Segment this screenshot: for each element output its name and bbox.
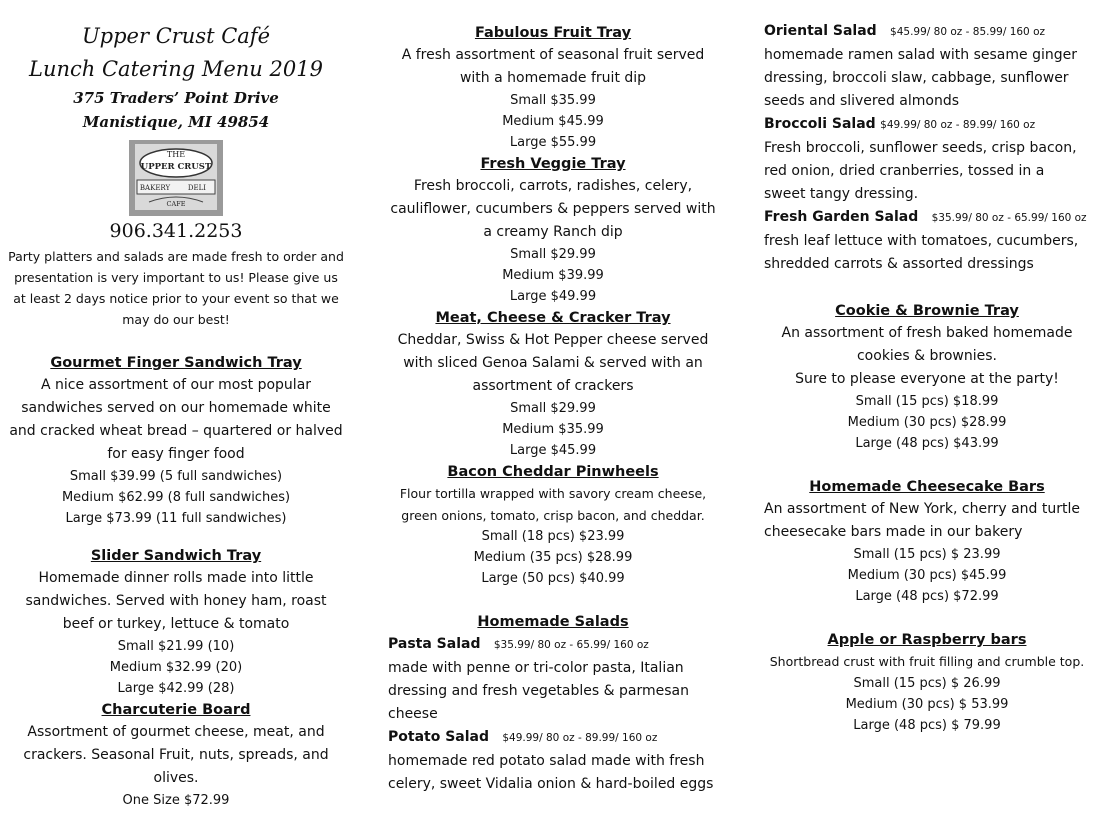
- price-line: Medium (30 pcs) $45.99: [847, 568, 1007, 583]
- price-line: Small (15 pcs) $18.99: [855, 394, 999, 409]
- salad-price: $35.99/ 80 oz - 65.99/ 160 oz: [493, 639, 649, 651]
- section-description: Assortment of gourmet cheese, meat, and crackers. Seasonal Fruit, nuts, spreads, and olives.: [23, 724, 329, 786]
- section-description-extra: Sure to please everyone at the party!: [795, 371, 1059, 387]
- price-line: Medium (35 pcs) $28.99: [473, 550, 633, 565]
- section-heading: Gourmet Finger Sandwich Tray: [50, 355, 302, 371]
- price-line: Small (15 pcs) $ 26.99: [853, 675, 1001, 691]
- salad-item-name-line: [764, 113, 1090, 137]
- salad-price: $35.99/ 80 oz - 65.99/ 160 oz: [931, 212, 1087, 224]
- price-line: Medium $35.99: [502, 422, 604, 437]
- salad-description: fresh leaf lettuce with tomatoes, cucumbers, shredded carrots & assorted dressings: [764, 233, 1079, 272]
- section-description: Shortbread crust with fruit filling and crumble top.: [769, 654, 1085, 669]
- price-line: Medium (30 pcs) $ 53.99: [845, 696, 1009, 712]
- salad-description: Fresh broccoli, sunflower seeds, crisp bacon, red onion, dried cranberries, tossed in a sweet tangy dressing.: [764, 140, 1077, 202]
- price-line: Small $21.99 (10): [117, 639, 235, 654]
- salad-name: Fresh Garden Salad: [764, 209, 919, 225]
- section-heading: Homemade Salads: [477, 614, 629, 630]
- section-heading: Apple or Raspberry bars: [827, 632, 1027, 648]
- salad-description: homemade red potato salad made with fresh celery, sweet Vidalia onion & hard-boiled eggs: [388, 753, 714, 792]
- cafe-logo: [129, 140, 223, 216]
- logo-word-upper-crust: UPPER CRUST: [140, 162, 212, 172]
- price-line: Small $39.99 (5 full sandwiches): [69, 469, 283, 484]
- price-line: Medium (30 pcs) $28.99: [847, 415, 1007, 430]
- price-line: Large (48 pcs) $43.99: [855, 436, 999, 451]
- section-heading: Charcuterie Board: [101, 702, 251, 718]
- salad-description: made with penne or tri-color pasta, Italian dressing and fresh vegetables & parmesan cheese: [388, 660, 689, 722]
- price-line: Large $49.99: [509, 289, 597, 304]
- price-line: Large $73.99 (11 full sandwiches): [65, 511, 287, 526]
- salad-item-name-line: [764, 20, 1090, 44]
- price-line: Small (18 pcs) $23.99: [481, 529, 625, 544]
- section-heading: Homemade Cheesecake Bars: [809, 479, 1045, 495]
- street-address: 375 Traders’ Point Drive: [73, 89, 279, 107]
- salad-name: Pasta Salad: [388, 636, 481, 652]
- price-line: Large (50 pcs) $40.99: [481, 571, 625, 586]
- section-description: An assortment of New York, cherry and turtle cheesecake bars made in our bakery: [764, 501, 1080, 540]
- salad-description: homemade ramen salad with sesame ginger dressing, broccoli slaw, cabbage, sunflower seeds and slivered almonds: [764, 47, 1077, 109]
- salad-name: Oriental Salad: [764, 23, 877, 39]
- section-description: A nice assortment of our most popular sandwiches served on our homemade white and cracked wheat bread – quartered or halved for easy finger food: [9, 377, 343, 462]
- salad-name: Broccoli Salad: [764, 116, 876, 132]
- logo-word-the: THE: [166, 150, 186, 159]
- section-description: An assortment of fresh baked homemade cookies & brownies.: [781, 325, 1073, 364]
- section-description: Flour tortilla wrapped with savory cream cheese, green onions, tomato, crisp bacon, and cheddar.: [399, 486, 707, 523]
- section-description: Homemade dinner rolls made into little sandwiches. Served with honey ham, roast beef or turkey, lettuce & tomato: [25, 570, 327, 632]
- section-description: Fresh broccoli, carrots, radishes, celery, cauliflower, cucumbers & peppers served with a creamy Ranch dip: [390, 178, 716, 240]
- price-line: Large $42.99 (28): [117, 681, 235, 696]
- salad-item-name-line: [764, 206, 1090, 230]
- salad-item-name-line: [388, 633, 718, 657]
- section-heading: Fabulous Fruit Tray: [474, 25, 632, 41]
- intro-text: Party platters and salads are made fresh to order and presentation is very important to us! Please give us at least 2 days notice prior to your event so that we may do our best!: [8, 249, 344, 327]
- section-description: Cheddar, Swiss & Hot Pepper cheese served with sliced Genoa Salami & served with an assortment of crackers: [397, 332, 709, 394]
- salad-price: $49.99/ 80 oz - 89.99/ 160 oz: [502, 732, 658, 744]
- salad-price: $49.99/ 80 oz - 89.99/ 160 oz: [880, 119, 1036, 131]
- salad-item-name-line: [388, 726, 718, 750]
- section-heading: Fresh Veggie Tray: [480, 156, 626, 172]
- price-line: Small $35.99: [510, 93, 596, 108]
- section-description: A fresh assortment of seasonal fruit served with a homemade fruit dip: [401, 47, 705, 86]
- price-line: Small $29.99: [510, 401, 596, 416]
- section-heading: Cookie & Brownie Tray: [835, 303, 1019, 319]
- price-line: Small $29.99: [510, 247, 596, 262]
- price-line: Medium $62.99 (8 full sandwiches): [61, 490, 291, 505]
- logo-word-bakery: BAKERY: [139, 184, 171, 192]
- phone-number: 906.341.2253: [109, 220, 243, 242]
- price-line: Large $55.99: [509, 135, 597, 150]
- cafe-name: Upper Crust Café: [81, 24, 271, 48]
- menu-column-left: [8, 0, 344, 811]
- price-line: Medium $45.99: [502, 114, 604, 129]
- city-address: Manistique, MI 49854: [82, 113, 270, 131]
- menu-column-middle: [388, 0, 718, 796]
- price-line: One Size $72.99: [122, 793, 230, 808]
- section-heading: Bacon Cheddar Pinwheels: [447, 464, 659, 480]
- price-line: Large (48 pcs) $ 79.99: [853, 717, 1001, 733]
- menu-title: Lunch Catering Menu 2019: [29, 57, 323, 81]
- price-line: Small (15 pcs) $ 23.99: [853, 547, 1001, 562]
- section-heading: Slider Sandwich Tray: [90, 548, 262, 564]
- logo-word-cafe: CAFE: [166, 200, 186, 208]
- price-line: Large $45.99: [509, 443, 597, 458]
- price-line: Large (48 pcs) $72.99: [855, 589, 999, 604]
- salad-price: $45.99/ 80 oz - 85.99/ 160 oz: [890, 26, 1046, 38]
- price-line: Medium $39.99: [502, 268, 604, 283]
- section-heading: Meat, Cheese & Cracker Tray: [435, 310, 671, 326]
- logo-word-deli: DELI: [187, 184, 207, 192]
- price-line: Medium $32.99 (20): [109, 660, 243, 675]
- salad-name: Potato Salad: [388, 729, 490, 745]
- menu-column-right: [764, 0, 1090, 736]
